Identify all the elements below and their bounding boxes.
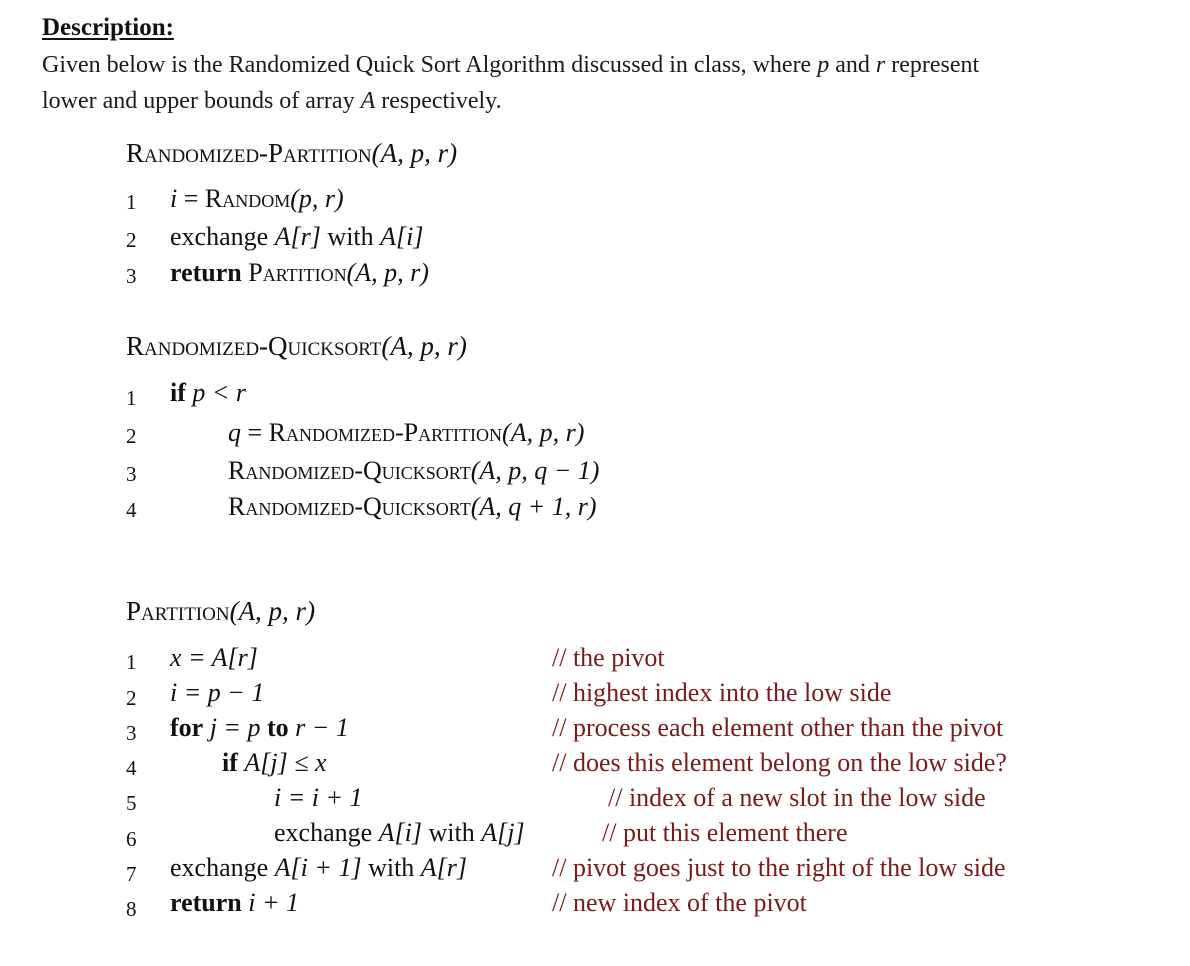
- randomized-quicksort-title: Randomized-Quicksort(A, p, r): [126, 331, 467, 361]
- code-line: exchange A[i] with A[j]: [274, 818, 525, 847]
- line-number: 1: [126, 190, 137, 214]
- code-line: Randomized-Quicksort(A, p, q − 1): [228, 456, 600, 485]
- line-number: 2: [126, 424, 137, 448]
- code-comment: // pivot goes just to the right of the low side: [552, 853, 1006, 882]
- code-line: if A[j] ≤ x: [222, 748, 327, 777]
- code-comment: // index of a new slot in the low side: [608, 783, 986, 812]
- line-number: 7: [126, 862, 137, 886]
- code-comment: // put this element there: [602, 818, 848, 847]
- code-line: i = p − 1: [170, 678, 265, 707]
- code-line: for j = p to r − 1: [170, 713, 349, 742]
- line-number: 2: [126, 686, 137, 710]
- description-line-1: Given below is the Randomized Quick Sort Algorithm discussed in class, where p and r represent: [42, 52, 980, 78]
- code-line: i = Random(p, r): [170, 184, 344, 213]
- line-number: 3: [126, 462, 137, 486]
- line-number: 1: [126, 650, 137, 674]
- code-line: i = i + 1: [274, 783, 363, 812]
- randomized-partition-title: Randomized-Partition(A, p, r): [126, 138, 458, 168]
- line-number: 6: [126, 827, 137, 851]
- code-line: x = A[r]: [170, 643, 258, 672]
- line-number: 1: [126, 386, 137, 410]
- description-heading: Description:: [42, 14, 174, 41]
- code-line: q = Randomized-Partition(A, p, r): [228, 418, 585, 447]
- code-line: return Partition(A, p, r): [170, 258, 429, 287]
- line-number: 3: [126, 721, 137, 745]
- line-number: 3: [126, 264, 137, 288]
- line-number: 4: [126, 756, 137, 780]
- code-line: Randomized-Quicksort(A, q + 1, r): [228, 492, 597, 521]
- code-line: exchange A[i + 1] with A[r]: [170, 853, 468, 882]
- code-comment: // process each element other than the pivot: [552, 713, 1004, 742]
- code-line: return i + 1: [170, 888, 300, 917]
- description-line-2: lower and upper bounds of array A respectively.: [42, 88, 502, 114]
- code-line: if p < r: [170, 378, 247, 407]
- partition-title: Partition(A, p, r): [126, 596, 316, 626]
- line-number: 2: [126, 228, 137, 252]
- code-comment: // does this element belong on the low side?: [552, 748, 1007, 777]
- code-line: exchange A[r] with A[i]: [170, 222, 424, 251]
- line-number: 4: [126, 498, 137, 522]
- code-comment: // new index of the pivot: [552, 888, 807, 917]
- code-comment: // highest index into the low side: [552, 678, 892, 707]
- code-comment: // the pivot: [552, 643, 665, 672]
- line-number: 8: [126, 897, 137, 921]
- line-number: 5: [126, 791, 137, 815]
